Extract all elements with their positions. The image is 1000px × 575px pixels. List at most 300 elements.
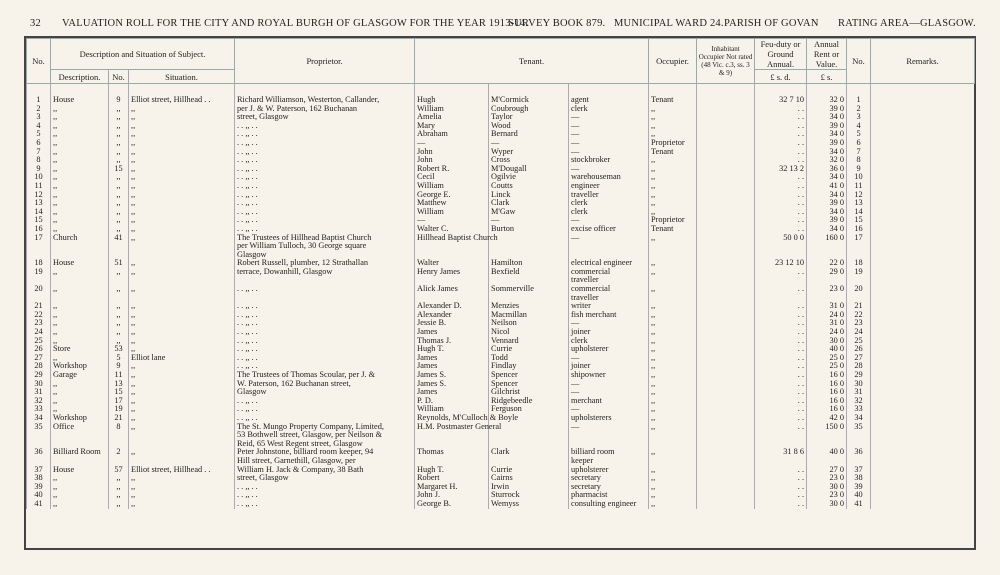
row-street-number: ,, [109,122,129,131]
row-proprietor: . . ,, . . [235,345,415,354]
row-remarks [871,259,975,268]
row-number: 2 [27,105,51,114]
row-rent: 25 0 [807,354,847,363]
row-situation: ,, [129,234,235,243]
row-description: ,, [51,105,109,114]
row-occupier: ,, [649,474,697,483]
row-remarks [871,268,975,277]
row-occupier: Tenant [649,225,697,234]
parish: PARISH OF GOVAN [724,18,819,29]
row-inhabitant [697,337,755,346]
row-inhabitant [697,105,755,114]
row-tenant-first: Jessie B. [415,319,489,328]
row-tenant-occupation: — [569,139,649,148]
row-tenant-first: Robert [415,474,489,483]
row-remarks [871,199,975,208]
row-street-number: ,, [109,105,129,114]
row-number: 9 [27,165,51,174]
row-tenant-last: Bexfield [489,268,569,277]
row-situation: ,, [129,500,235,509]
row-feuduty: . . [755,208,807,217]
row-occupier: ,, [649,122,697,131]
row-occupier: ,, [649,345,697,354]
row-situation [129,251,235,260]
col-situation: Situation. [129,70,235,84]
row-number: 16 [27,225,51,234]
row-rent: 39 0 [807,122,847,131]
row-occupier: ,, [649,371,697,380]
row-tenant-occupation: clerk [569,337,649,346]
row-situation [129,294,235,303]
row-inhabitant [697,148,755,157]
row-description: ,, [51,165,109,174]
row-proprietor: Peter Johnstone, billiard room keeper, 94 [235,448,415,457]
row-tenant-occupation: upholsterer [569,466,649,475]
row-inhabitant [697,208,755,217]
row-rent: 24 0 [807,328,847,337]
row-tenant-first: William [415,208,489,217]
row-proprietor: . . ,, . . [235,225,415,234]
col-description-group: Description and Situation of Subject. [51,39,235,70]
row-feuduty: . . [755,130,807,139]
row-tenant-last: Ridgebeedle [489,397,569,406]
row-inhabitant [697,414,755,423]
row-tenant-first: James [415,328,489,337]
row-street-number: 11 [109,371,129,380]
row-situation: ,, [129,311,235,320]
row-remarks [871,431,975,440]
row-tenant-occupation: — [569,423,649,432]
row-remarks [871,122,975,131]
row-remarks [871,225,975,234]
row-street-number: 57 [109,466,129,475]
col-occupier: Occupier. [649,39,697,84]
row-remarks [871,113,975,122]
row-occupier: ,, [649,466,697,475]
row-tenant-last: Currie [489,466,569,475]
row-tenant-first: Hillhead Baptist Church [415,234,489,243]
row-situation: ,, [129,483,235,492]
rating-area: RATING AREA—GLASGOW. [838,18,976,29]
row-inhabitant [697,474,755,483]
row-proprietor: . . ,, . . [235,182,415,191]
row-occupier: ,, [649,268,697,277]
row-street-number: ,, [109,311,129,320]
row-tenant-occupation: joiner [569,328,649,337]
row-situation: ,, [129,225,235,234]
row-number: 27 [27,354,51,363]
row-number-right: 2 [847,105,871,114]
row-inhabitant [697,328,755,337]
row-proprietor: . . ,, . . [235,354,415,363]
row-remarks [871,491,975,500]
row-number-right: 1 [847,84,871,105]
row-inhabitant [697,397,755,406]
row-tenant-first: Margaret H. [415,483,489,492]
row-rent: 32 0 [807,84,847,105]
row-number-right: 22 [847,311,871,320]
row-rent: 42 0 [807,414,847,423]
row-tenant-occupation: — [569,122,649,131]
row-situation: ,, [129,191,235,200]
row-tenant-occupation: — [569,130,649,139]
row-proprietor: street, Glasgow [235,474,415,483]
row-tenant-occupation: — [569,405,649,414]
row-description: Store [51,345,109,354]
row-description: ,, [51,319,109,328]
row-number: 19 [27,268,51,277]
row-proprietor: . . ,, . . [235,397,415,406]
row-number: 39 [27,483,51,492]
row-street-number: 15 [109,165,129,174]
row-description: Garage [51,371,109,380]
row-number-right: 23 [847,319,871,328]
row-remarks [871,165,975,174]
row-tenant-occupation: upholsterers [569,414,649,423]
row-situation: ,, [129,113,235,122]
row-tenant-first: William [415,182,489,191]
row-feuduty: . . [755,388,807,397]
row-tenant-first: James [415,354,489,363]
row-inhabitant [697,371,755,380]
row-remarks [871,457,975,466]
row-feuduty: . . [755,423,807,432]
row-street-number: 21 [109,414,129,423]
row-tenant-occupation: pharmacist [569,491,649,500]
row-number-right: 41 [847,500,871,509]
row-proprietor: . . ,, . . [235,311,415,320]
row-occupier: ,, [649,191,697,200]
page-number: 32 [30,18,41,29]
row-remarks [871,285,975,294]
row-feuduty: . . [755,302,807,311]
row-occupier: ,, [649,414,697,423]
row-rent: 41 0 [807,182,847,191]
row-situation: Elliot street, Hillhead . . [129,84,235,105]
row-number-right: 32 [847,397,871,406]
row-inhabitant [697,388,755,397]
table-body [27,84,975,509]
row-proprietor: . . ,, . . [235,405,415,414]
row-tenant-occupation: keeper [569,457,649,466]
row-proprietor: . . ,, . . [235,483,415,492]
row-proprietor: . . ,, . . [235,285,415,294]
row-remarks [871,294,975,303]
row-tenant-first: Hugh T. [415,345,489,354]
row-street-number: ,, [109,337,129,346]
row-remarks [871,182,975,191]
row-number-right: 16 [847,225,871,234]
row-number: 26 [27,345,51,354]
row-proprietor: . . ,, . . [235,122,415,131]
row-remarks [871,173,975,182]
col-feu-units: £ s. d. [755,70,807,84]
row-description: ,, [51,397,109,406]
row-proprietor: street, Glasgow [235,113,415,122]
row-occupier [649,457,697,466]
row-situation: ,, [129,414,235,423]
row-rent: 160 0 [807,234,847,243]
row-feuduty: . . [755,371,807,380]
row-situation: ,, [129,362,235,371]
row-inhabitant [697,285,755,294]
row-feuduty [755,431,807,440]
row-number: 3 [27,113,51,122]
row-proprietor: . . ,, . . [235,302,415,311]
row-tenant-last: Linck [489,191,569,200]
row-tenant-occupation: commercial [569,268,649,277]
row-street-number: ,, [109,483,129,492]
row-situation: ,, [129,259,235,268]
row-situation: ,, [129,405,235,414]
row-tenant-occupation: merchant [569,397,649,406]
row-tenant-occupation: electrical engineer [569,259,649,268]
row-number-right: 11 [847,182,871,191]
row-feuduty: . . [755,191,807,200]
row-number-right: 24 [847,328,871,337]
row-tenant-first: William [415,405,489,414]
row-occupier: ,, [649,491,697,500]
row-number: 13 [27,199,51,208]
row-street-number: ,, [109,474,129,483]
row-description [51,242,109,251]
row-street-number: ,, [109,173,129,182]
row-situation: Elliot lane [129,354,235,363]
row-remarks [871,302,975,311]
row-number-right [847,242,871,251]
row-number-right: 20 [847,285,871,294]
row-description: ,, [51,491,109,500]
row-tenant-first: Thomas [415,448,489,457]
row-number-right: 31 [847,388,871,397]
row-tenant-first: George B. [415,500,489,509]
row-description: ,, [51,337,109,346]
row-occupier: ,, [649,302,697,311]
row-description: ,, [51,216,109,225]
row-occupier: ,, [649,397,697,406]
table-row [27,234,975,243]
row-rent: 39 0 [807,105,847,114]
row-feuduty: . . [755,354,807,363]
row-proprietor: . . ,, . . [235,337,415,346]
row-street-number: ,, [109,148,129,157]
row-remarks [871,448,975,457]
row-description: ,, [51,354,109,363]
col-no: No. [27,39,51,84]
row-situation: ,, [129,216,235,225]
row-situation [129,440,235,449]
row-situation: ,, [129,302,235,311]
row-tenant-last: Sommerville [489,285,569,294]
row-rent: 27 0 [807,466,847,475]
row-tenant-first: John J. [415,491,489,500]
row-inhabitant [697,423,755,432]
row-rent: 30 0 [807,483,847,492]
row-number: 24 [27,328,51,337]
row-description: ,, [51,328,109,337]
row-street-number: 8 [109,423,129,432]
row-remarks [871,156,975,165]
row-number: 41 [27,500,51,509]
row-number: 21 [27,302,51,311]
row-description: Billiard Room [51,448,109,457]
row-situation: ,, [129,345,235,354]
row-rent: 16 0 [807,388,847,397]
row-description: House [51,259,109,268]
row-inhabitant [697,380,755,389]
row-description: ,, [51,191,109,200]
table-row [27,423,975,432]
row-remarks [871,148,975,157]
row-description [51,431,109,440]
row-tenant-first: William [415,105,489,114]
row-occupier [649,251,697,260]
row-rent: 32 0 [807,156,847,165]
row-description: ,, [51,285,109,294]
row-tenant-occupation: traveller [569,276,649,285]
row-number-right: 14 [847,208,871,217]
row-street-number: ,, [109,268,129,277]
row-situation [129,431,235,440]
row-tenant-first: Amelia [415,113,489,122]
row-inhabitant [697,259,755,268]
row-proprietor: Richard Williamson, Westerton, Callander, [235,84,415,105]
row-description: ,, [51,173,109,182]
row-tenant-first [415,431,489,440]
row-remarks [871,354,975,363]
row-inhabitant [697,405,755,414]
row-description: ,, [51,302,109,311]
row-description: ,, [51,388,109,397]
row-tenant-last: Coubrough [489,105,569,114]
row-rent: 40 0 [807,448,847,457]
row-remarks [871,345,975,354]
row-tenant-last: Macmillan [489,311,569,320]
row-proprietor: . . ,, . . [235,165,415,174]
row-number: 34 [27,414,51,423]
row-remarks [871,311,975,320]
row-occupier: ,, [649,319,697,328]
row-tenant-occupation [569,431,649,440]
row-tenant-last: Neilson [489,319,569,328]
col-street-no: No. [109,70,129,84]
row-street-number: ,, [109,225,129,234]
row-proprietor: The Trustees of Thomas Scoular, per J. & [235,371,415,380]
row-situation: ,, [129,319,235,328]
row-remarks [871,397,975,406]
row-description: Workshop [51,414,109,423]
row-tenant-last: Irwin [489,483,569,492]
row-inhabitant [697,276,755,285]
row-feuduty: . . [755,483,807,492]
row-inhabitant [697,268,755,277]
row-tenant-last: Ferguson [489,405,569,414]
row-feuduty: . . [755,491,807,500]
row-proprietor: . . ,, . . [235,156,415,165]
row-number: 28 [27,362,51,371]
row-tenant-last: Burton [489,225,569,234]
row-inhabitant [697,362,755,371]
row-feuduty: . . [755,173,807,182]
row-tenant-occupation: — [569,165,649,174]
row-rent: 23 0 [807,285,847,294]
row-remarks [871,319,975,328]
row-remarks [871,251,975,260]
row-feuduty: . . [755,500,807,509]
row-street-number: ,, [109,113,129,122]
row-description: ,, [51,225,109,234]
row-rent: 30 0 [807,500,847,509]
row-street-number: ,, [109,216,129,225]
row-proprietor: Robert Russell, plumber, 12 Strathallan [235,259,415,268]
row-tenant-first: John [415,156,489,165]
row-proprietor: . . ,, . . [235,414,415,423]
row-rent: 22 0 [807,259,847,268]
row-proprietor [235,294,415,303]
row-street-number: 41 [109,234,129,243]
row-inhabitant [697,242,755,251]
row-situation [129,276,235,285]
row-number-right: 26 [847,345,871,354]
row-number-right: 17 [847,234,871,243]
row-feuduty: . . [755,397,807,406]
row-number: 31 [27,388,51,397]
row-situation: ,, [129,268,235,277]
row-inhabitant [697,500,755,509]
row-number-right: 9 [847,165,871,174]
table-row [27,448,975,457]
row-number: 5 [27,130,51,139]
row-tenant-first: Robert R. [415,165,489,174]
row-tenant-last: — [489,216,569,225]
row-tenant-first [415,242,489,251]
row-feuduty: . . [755,139,807,148]
row-street-number: ,, [109,328,129,337]
row-situation: ,, [129,337,235,346]
row-description: ,, [51,380,109,389]
row-situation: ,, [129,122,235,131]
col-feuduty: Feu-duty or Ground Annual. [755,39,807,70]
col-remarks: Remarks. [871,39,975,84]
row-rent: 34 0 [807,173,847,182]
row-occupier: ,, [649,199,697,208]
row-situation: ,, [129,328,235,337]
row-proprietor: The St. Mungo Property Company, Limited, [235,423,415,432]
row-description: ,, [51,182,109,191]
row-description: ,, [51,208,109,217]
row-inhabitant [697,139,755,148]
row-number-right: 37 [847,466,871,475]
row-inhabitant [697,130,755,139]
row-occupier: ,, [649,156,697,165]
row-tenant-occupation: — [569,380,649,389]
row-inhabitant [697,165,755,174]
row-inhabitant [697,448,755,457]
row-remarks [871,474,975,483]
row-proprietor: . . ,, . . [235,148,415,157]
row-occupier: ,, [649,500,697,509]
row-remarks [871,466,975,475]
row-street-number: 2 [109,448,129,457]
table-row [27,500,975,509]
row-feuduty: . . [755,414,807,423]
row-situation: ,, [129,156,235,165]
row-feuduty: . . [755,113,807,122]
row-description: ,, [51,139,109,148]
row-number: 7 [27,148,51,157]
row-number: 4 [27,122,51,131]
row-tenant-first: Hugh [415,84,489,105]
